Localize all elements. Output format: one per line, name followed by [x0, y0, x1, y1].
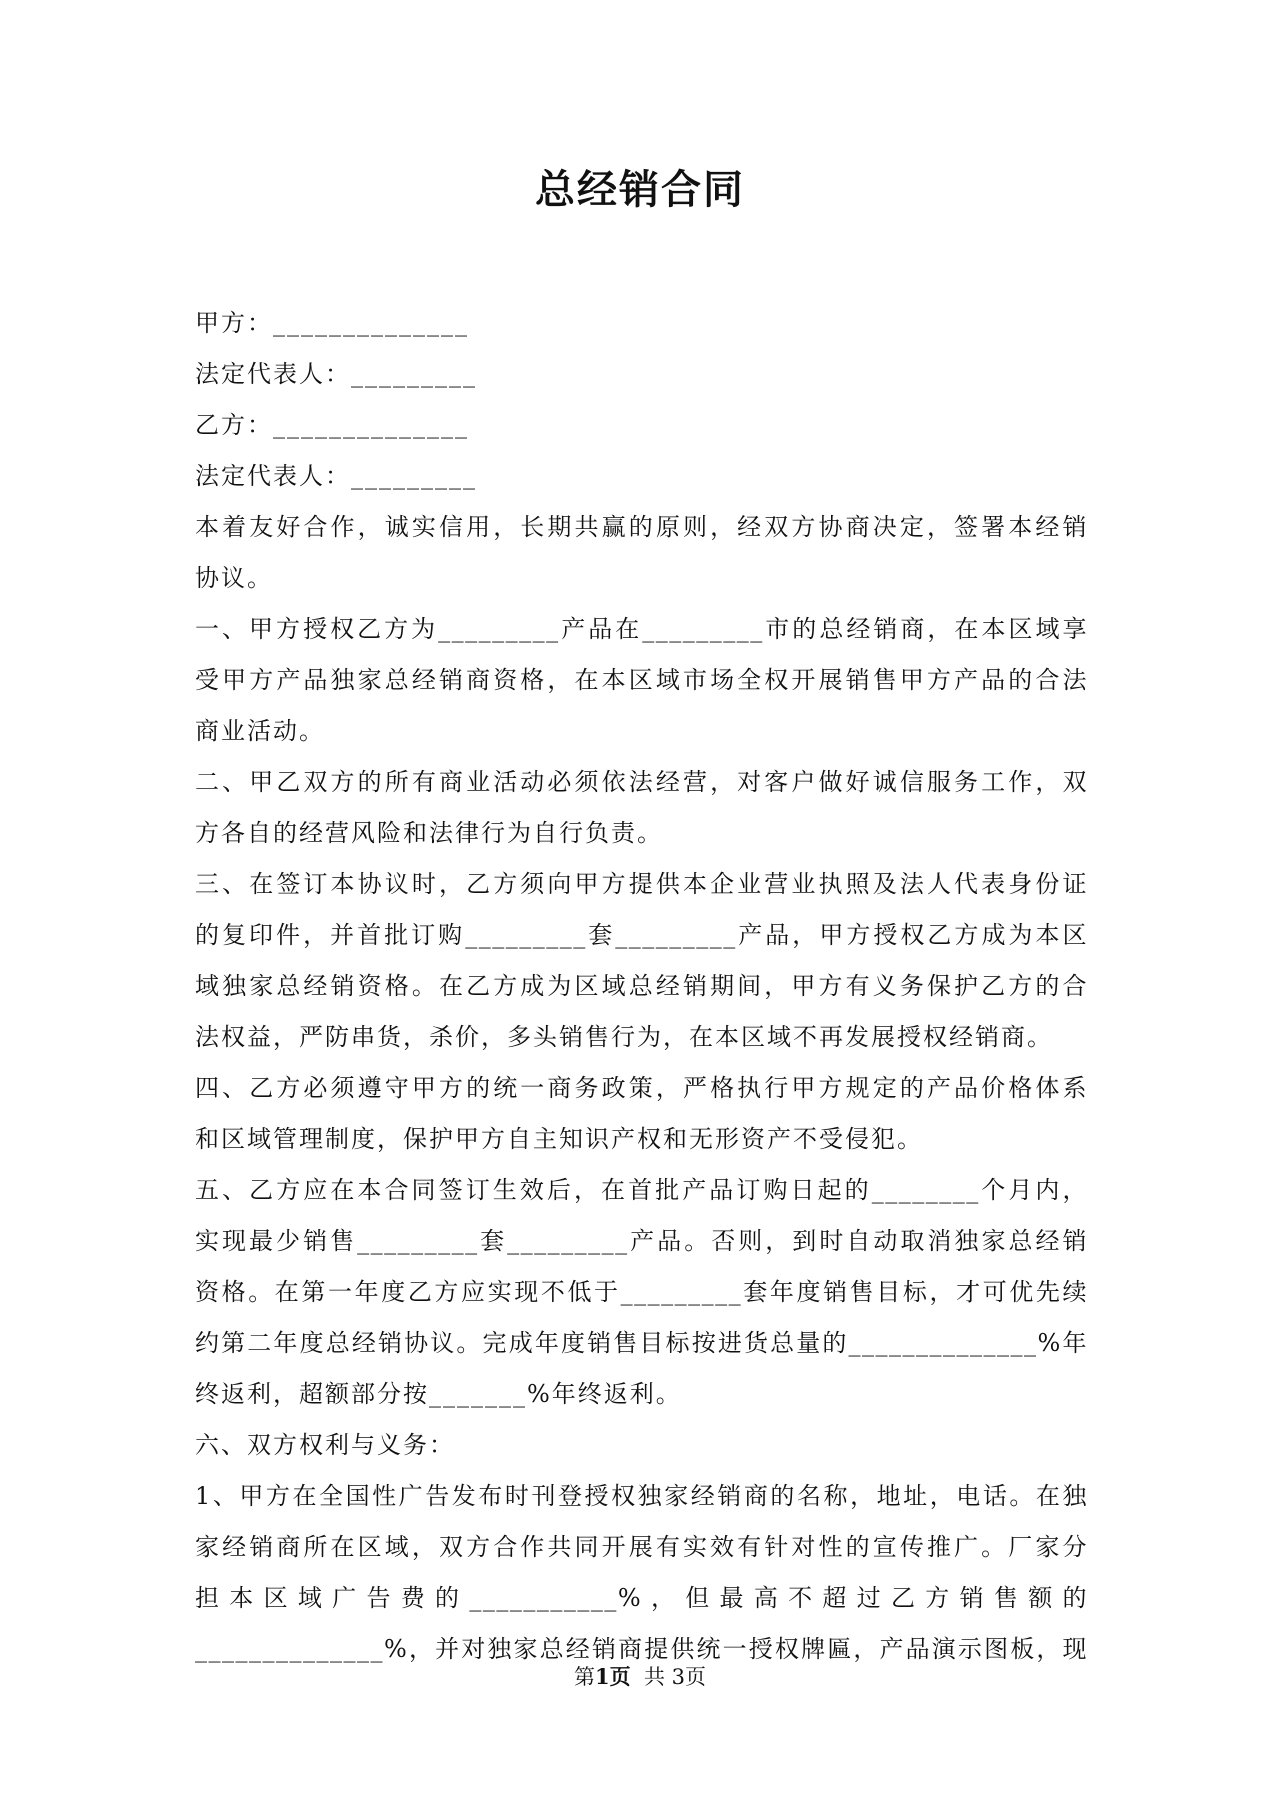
clause-5-line: 约第二年度总经销协议。完成年度销售目标按进货总量的______________%年 [195, 1329, 1088, 1357]
clause-6-heading: 六、双方权利与义务： [195, 1431, 455, 1459]
clause-5-line: 五、乙方应在本合同签订生效后，在首批产品订购日起的________个月内， [195, 1176, 1088, 1204]
clause-6-1-line: 1、甲方在全国性广告发布时刊登授权独家经销商的名称，地址，电话。在独 [195, 1482, 1088, 1510]
clause-4-line: 和区域管理制度，保护甲方自主知识产权和无形资产不受侵犯。 [195, 1125, 923, 1153]
clause-3-line: 法权益，严防串货，杀价，多头销售行为，在本区域不再发展授权经销商。 [195, 1023, 1053, 1051]
clause-5-line: 资格。在第一年度乙方应实现不低于_________套年度销售目标，才可优先续 [195, 1278, 1088, 1306]
clause-1-line: 一、甲方授权乙方为_________产品在_________市的总经销商，在本区域享 [195, 615, 1088, 643]
preamble-line: 协议。 [195, 564, 273, 592]
clause-1-line: 商业活动。 [195, 717, 325, 745]
page-title: 总经销合同 [535, 167, 745, 213]
party-b-representative-line: 法定代表人：_________ [195, 462, 477, 490]
clause-6-1-line: 家经销商所在区域，双方合作共同开展有实效有针对性的宣传推广。厂家分 [195, 1533, 1088, 1561]
page-prefix: 第 [573, 1665, 595, 1689]
clause-3-line: 的复印件，并首批订购_________套_________产品，甲方授权乙方成为本区 [195, 921, 1088, 949]
party-a-representative-line: 法定代表人：_________ [195, 360, 477, 388]
clause-3-line: 域独家总经销资格。在乙方成为区域总经销期间，甲方有义务保护乙方的合 [195, 972, 1088, 1000]
page-footer [0, 1662, 1280, 1692]
party-a-line: 甲方：______________ [195, 309, 469, 337]
clause-6-1-line: 担本区域广告费的___________%，但最高不超过乙方销售额的 [195, 1584, 1088, 1612]
party-b-line: 乙方：______________ [195, 411, 469, 439]
clause-4-line: 四、乙方必须遵守甲方的统一商务政策，严格执行甲方规定的产品价格体系 [195, 1074, 1088, 1102]
current-page: 1页 [594, 1664, 631, 1689]
contract-body [195, 298, 1088, 1675]
clause-2-line: 方各自的经营风险和法律行为自行负责。 [195, 819, 663, 847]
clause-5-line: 实现最少销售_________套_________产品。否则，到时自动取消独家总经销 [195, 1227, 1088, 1255]
clause-2-line: 二、甲乙双方的所有商业活动必须依法经营，对客户做好诚信服务工作，双 [195, 768, 1088, 796]
clause-6-1-line: ______________%，并对独家总经销商提供统一授权牌匾，产品演示图板，现 [195, 1635, 1088, 1663]
preamble-line: 本着友好合作，诚实信用，长期共赢的原则，经双方协商决定，签署本经销 [195, 513, 1088, 541]
total-pages: 3页 [671, 1665, 707, 1689]
clause-5-line: 终返利，超额部分按_______%年终返利。 [195, 1380, 682, 1408]
clause-3-line: 三、在签订本协议时，乙方须向甲方提供本企业营业执照及法人代表身份证 [195, 870, 1088, 898]
page-total-prefix: 共 [643, 1665, 665, 1689]
clause-1-line: 受甲方产品独家总经销商资格，在本区域市场全权开展销售甲方产品的合法 [195, 666, 1088, 694]
